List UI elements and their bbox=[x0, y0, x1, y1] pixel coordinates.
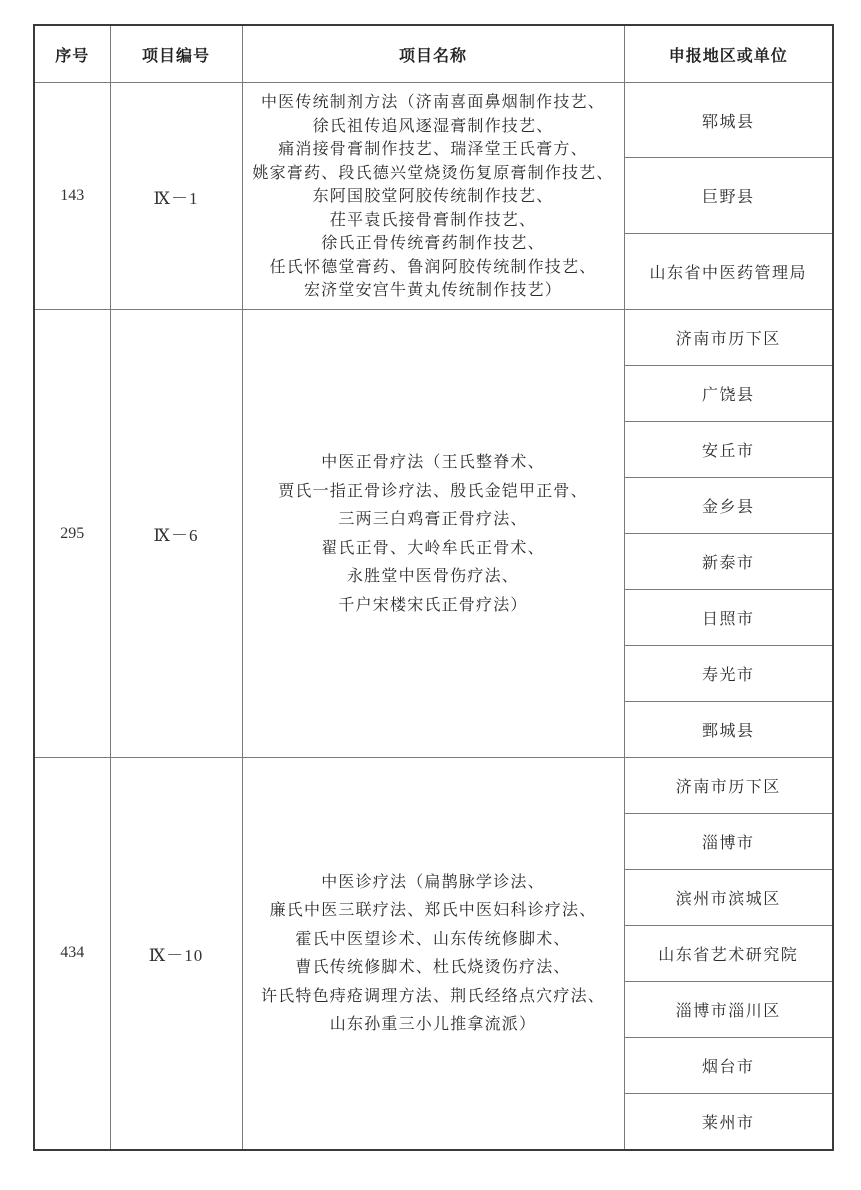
table-row bbox=[34, 310, 833, 366]
header-seq: 序号 bbox=[34, 25, 110, 83]
name-cell bbox=[242, 758, 624, 1150]
unit-cell: 鄄城县 bbox=[624, 702, 833, 758]
header-name: 项目名称 bbox=[242, 25, 624, 83]
name-line: 任氏怀德堂膏药、鲁润阿胶传统制作技艺、 bbox=[269, 256, 597, 276]
table-row bbox=[34, 758, 833, 814]
name-line: 茌平袁氏接骨膏制作技艺、 bbox=[329, 209, 537, 229]
name-line: 山东孙重三小儿推拿流派） bbox=[329, 1014, 537, 1034]
seq-cell: 434 bbox=[34, 758, 110, 1150]
unit-cell: 日照市 bbox=[624, 590, 833, 646]
unit-cell: 寿光市 bbox=[624, 646, 833, 702]
header-unit: 申报地区或单位 bbox=[624, 25, 833, 83]
unit-cell: 淄博市淄川区 bbox=[624, 982, 833, 1038]
seq-cell: 295 bbox=[34, 310, 110, 758]
table-row bbox=[34, 83, 833, 158]
name-line: 中医正骨疗法（王氏整脊术、 bbox=[321, 452, 545, 471]
unit-cell: 烟台市 bbox=[624, 1038, 833, 1094]
unit-cell: 郓城县 bbox=[624, 83, 833, 158]
name-line: 三两三白鸡膏正骨疗法、 bbox=[338, 509, 528, 528]
unit-cell: 滨州市滨城区 bbox=[624, 870, 833, 926]
name-line: 东阿国胶堂阿胶传统制作技艺、 bbox=[312, 186, 554, 206]
table-header-row bbox=[34, 25, 833, 83]
name-line: 姚家膏药、段氏德兴堂烧烫伤复原膏制作技艺、 bbox=[252, 162, 614, 182]
unit-cell: 山东省艺术研究院 bbox=[624, 926, 833, 982]
unit-cell: 山东省中医药管理局 bbox=[624, 234, 833, 310]
name-line: 宏济堂安宫牛黄丸传统制作技艺） bbox=[303, 280, 562, 300]
name-line: 廉氏中医三联疗法、郑氏中医妇科诊疗法、 bbox=[269, 900, 597, 920]
name-line: 千户宋楼宋氏正骨疗法） bbox=[338, 594, 528, 614]
name-line: 翟氏正骨、大岭牟氏正骨术、 bbox=[321, 537, 545, 557]
code-cell: Ⅸ－1 bbox=[110, 83, 242, 310]
name-line: 曹氏传统修脚术、杜氏烧烫伤疗法、 bbox=[295, 957, 571, 977]
seq-cell: 143 bbox=[34, 83, 110, 310]
header-code: 项目编号 bbox=[110, 25, 242, 83]
unit-cell: 巨野县 bbox=[624, 158, 833, 234]
unit-cell: 广饶县 bbox=[624, 366, 833, 422]
name-line: 中医诊疗法（扁鹊脉学诊法、 bbox=[321, 871, 545, 891]
name-line: 痛消接骨膏制作技艺、瑞泽堂王氏膏方、 bbox=[278, 139, 588, 159]
name-cell bbox=[242, 310, 624, 758]
name-line: 徐氏正骨传统膏药制作技艺、 bbox=[321, 233, 545, 253]
heritage-project-table bbox=[33, 24, 834, 1151]
code-cell: Ⅸ－6 bbox=[110, 310, 242, 758]
name-line: 永胜堂中医骨伤疗法、 bbox=[346, 566, 519, 585]
unit-cell: 济南市历下区 bbox=[624, 758, 833, 814]
name-line: 贾氏一指正骨诊疗法、殷氏金铠甲正骨、 bbox=[278, 480, 588, 500]
unit-cell: 新泰市 bbox=[624, 534, 833, 590]
unit-cell: 济南市历下区 bbox=[624, 310, 833, 366]
unit-cell: 淄博市 bbox=[624, 814, 833, 870]
unit-cell: 金乡县 bbox=[624, 478, 833, 534]
name-line: 中医传统制剂方法（济南喜面鼻烟制作技艺、 bbox=[260, 92, 605, 112]
name-line: 霍氏中医望诊术、山东传统修脚术、 bbox=[295, 928, 571, 948]
unit-cell: 安丘市 bbox=[624, 422, 833, 478]
name-cell bbox=[242, 83, 624, 310]
unit-cell: 莱州市 bbox=[624, 1094, 833, 1150]
name-line: 许氏特色痔疮调理方法、荆氏经络点穴疗法、 bbox=[260, 985, 605, 1005]
name-line: 徐氏祖传追风逐湿膏制作技艺、 bbox=[312, 115, 554, 135]
code-cell: Ⅸ－10 bbox=[110, 758, 242, 1150]
